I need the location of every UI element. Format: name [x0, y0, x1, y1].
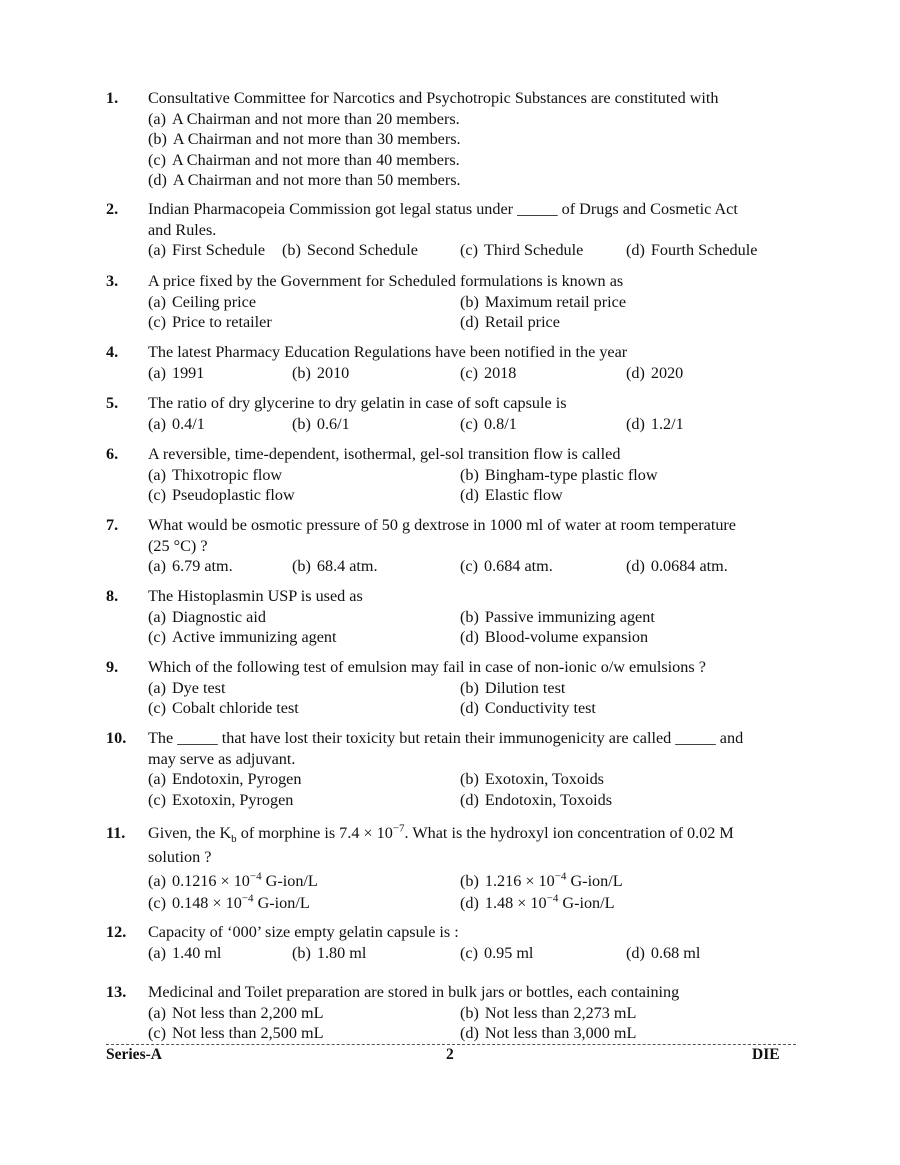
option-a: (a) Endotoxin, Pyrogen: [148, 770, 302, 788]
question-text: A reversible, time-dependent, isothermal, gel-sol transition flow is called: [148, 445, 621, 463]
question-number: 11.: [106, 824, 126, 842]
option-c: (c) Exotoxin, Pyrogen: [148, 790, 294, 809]
option-b: (b) 1.80 ml: [292, 943, 367, 962]
question-7: [106, 515, 806, 577]
question-12: [106, 922, 806, 963]
option-b: (b) Dilution test: [460, 678, 566, 697]
question-3: [106, 271, 806, 333]
option-c: (c) 0.684 atm.: [460, 557, 553, 575]
question-number: 3.: [106, 272, 119, 290]
option-d: (d) A Chairman and not more than 50 members.: [148, 171, 461, 189]
question-number: 10.: [106, 729, 127, 747]
question-text: Given, the $K_b$ of morphine is $7.4 \times 10^{-7}$. What is the hydroxyl ion concentration of 0.02 M solution ?: [148, 822, 734, 866]
option-b: (b) A Chairman and not more than 30 members.: [148, 130, 461, 148]
option-d: (d) Conductivity test: [460, 699, 596, 717]
question-text: Medicinal and Toilet preparation are stored in bulk jars or bottles, each containing: [148, 983, 680, 1001]
question-number: 2.: [106, 200, 119, 218]
option-b: (b) Second Schedule: [282, 241, 418, 259]
option-c: (c) Price to retailer: [148, 313, 272, 331]
question-9: [106, 657, 806, 719]
option-a: (a) 6.79 atm.: [148, 557, 233, 575]
option-b: (b) $1.216 \times 10^{-4}$ G-ion/L: [460, 870, 623, 890]
question-13: [106, 982, 806, 1044]
option-c: (c) A Chairman and not more than 40 members.: [148, 150, 460, 169]
option-a: (a) First Schedule: [148, 241, 266, 259]
option-c: (c) 2018: [460, 363, 517, 382]
question-2: [106, 199, 806, 261]
option-d: (d) $1.48 \times 10^{-4}$ G-ion/L: [460, 892, 615, 912]
option-d: (d) 0.68 ml: [626, 943, 701, 962]
question-text: The Histoplasmin USP is used as: [148, 587, 363, 605]
option-b: (b) Maximum retail price: [460, 292, 627, 311]
option-b: (b) Bingham-type plastic flow: [460, 465, 658, 484]
question-4: [106, 342, 806, 383]
option-a: (a) Diagnostic aid: [148, 607, 266, 626]
option-c: (c) Pseudoplastic flow: [148, 486, 295, 504]
question-text: Which of the following test of emulsion may fail in case of non-ionic o/w emulsions ?: [148, 658, 706, 676]
option-b: (b) 68.4 atm.: [292, 557, 378, 575]
footer-divider: [106, 1044, 796, 1045]
option-d: (d) 1.2/1: [626, 414, 684, 433]
footer-series: Series-A: [106, 1046, 162, 1063]
option-c: (c) Cobalt chloride test: [148, 699, 299, 717]
question-text: What would be osmotic pressure of 50 g dextrose in 1000 ml of water at room temperature (25 °C) ?: [148, 516, 736, 555]
footer-code: DIE: [752, 1046, 780, 1063]
question-8: [106, 586, 806, 648]
option-c: (c) 0.8/1: [460, 414, 517, 433]
option-b: (b) 0.6/1: [292, 414, 350, 433]
option-a: (a) Not less than 2,200 mL: [148, 1003, 324, 1022]
question-number: 4.: [106, 343, 119, 361]
question-text: A price fixed by the Government for Scheduled formulations is known as: [148, 272, 624, 290]
question-number: 12.: [106, 923, 127, 941]
option-d: (d) Endotoxin, Toxoids: [460, 790, 613, 809]
option-c: (c) Active immunizing agent: [148, 628, 337, 646]
option-a: (a) Ceiling price: [148, 292, 257, 311]
question-number: 1.: [106, 89, 119, 107]
option-b: (b) 2010: [292, 363, 350, 382]
option-a: (a) 1.40 ml: [148, 943, 222, 962]
option-a: (a) Dye test: [148, 678, 226, 697]
question-10: [106, 728, 806, 810]
option-c: (c) Third Schedule: [460, 241, 584, 259]
option-b: (b) Not less than 2,273 mL: [460, 1003, 637, 1022]
question-text: Indian Pharmacopeia Commission got legal status under _____ of Drugs and Cosmetic Act and Rules.: [148, 200, 738, 239]
question-number: 7.: [106, 516, 119, 534]
option-d: (d) 0.0684 atm.: [626, 557, 728, 575]
option-d: (d) 2020: [626, 363, 684, 382]
option-a: (a) $0.1216 \times 10^{-4}$ G-ion/L: [148, 870, 318, 890]
option-c: (c) 0.95 ml: [460, 943, 534, 962]
option-b: (b) Passive immunizing agent: [460, 607, 655, 626]
question-number: 13.: [106, 983, 127, 1001]
option-a: (a) 1991: [148, 363, 205, 382]
question-text: Capacity of ‘000’ size empty gelatin capsule is :: [148, 923, 459, 941]
question-text: Consultative Committee for Narcotics and Psychotropic Substances are constituted with: [148, 89, 719, 107]
question-6: [106, 444, 806, 506]
question-text: The latest Pharmacy Education Regulations have been notified in the year: [148, 343, 628, 361]
question-number: 8.: [106, 587, 119, 605]
question-11: [106, 821, 806, 913]
question-text: The ratio of dry glycerine to dry gelatin in case of soft capsule is: [148, 394, 567, 412]
question-5: [106, 393, 806, 434]
option-d: (d) Blood-volume expansion: [460, 628, 649, 646]
option-a: (a) Thixotropic flow: [148, 465, 283, 484]
option-d: (d) Elastic flow: [460, 486, 563, 504]
option-d: (d) Fourth Schedule: [626, 241, 758, 259]
question-1: [106, 88, 806, 191]
footer-page-number: 2: [446, 1046, 454, 1063]
question-text: The _____ that have lost their toxicity but retain their immunogenicity are called _____ and may serve as adjuvant.: [148, 729, 744, 768]
option-d: (d) Retail price: [460, 313, 560, 331]
option-a: (a) 0.4/1: [148, 414, 205, 433]
question-number: 6.: [106, 445, 119, 463]
question-number: 5.: [106, 394, 119, 412]
option-b: (b) Exotoxin, Toxoids: [460, 770, 604, 788]
option-c: (c) $0.148 \times 10^{-4}$ G-ion/L: [148, 892, 310, 912]
option-c: (c) Not less than 2,500 mL: [148, 1024, 324, 1042]
option-a: (a) A Chairman and not more than 20 members.: [148, 109, 460, 128]
option-d: (d) Not less than 3,000 mL: [460, 1024, 637, 1042]
question-number: 9.: [106, 658, 119, 676]
